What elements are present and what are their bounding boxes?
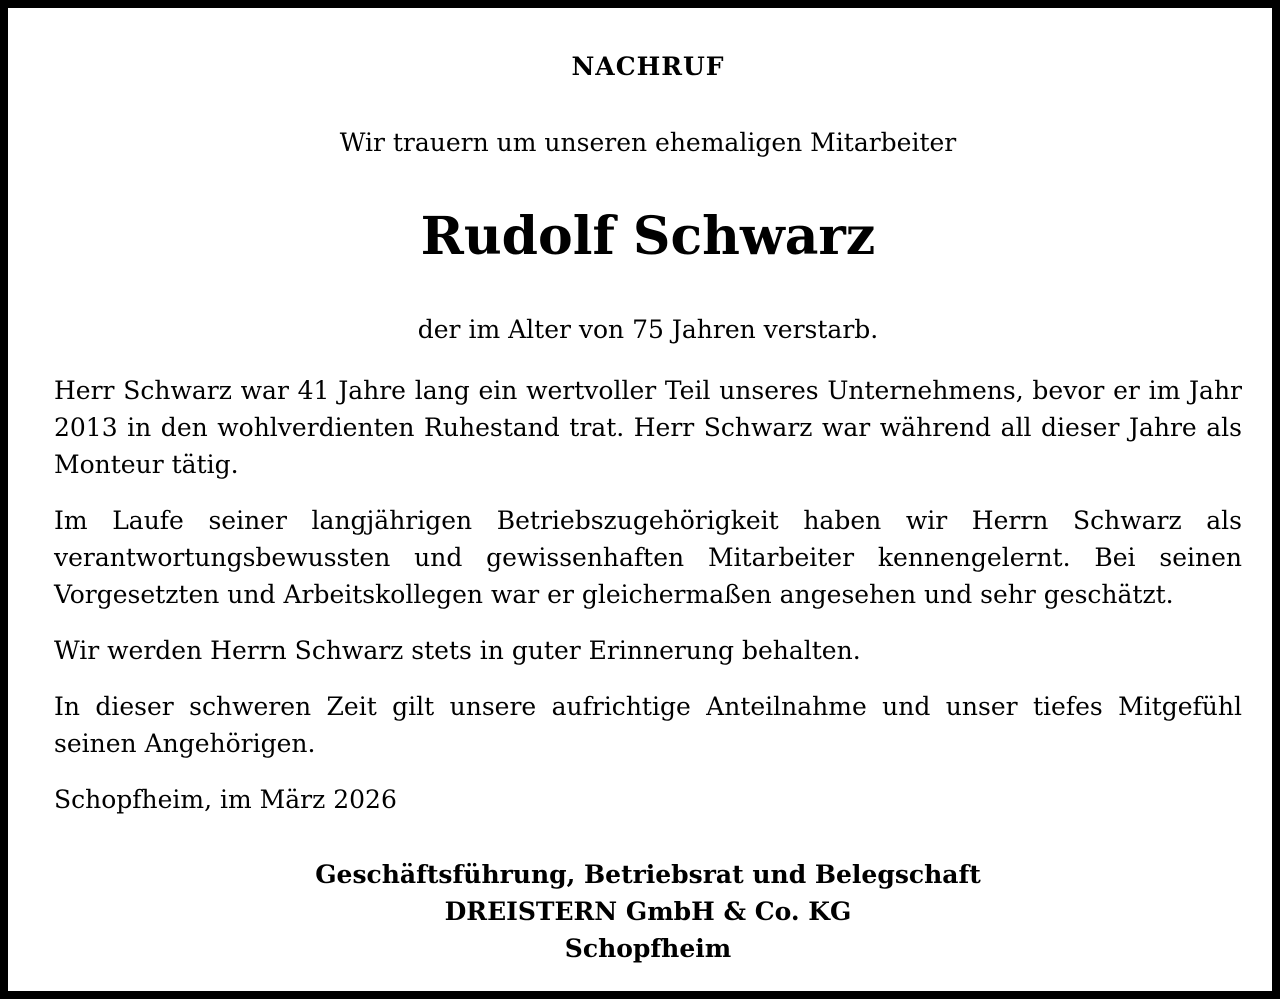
notice-heading: NACHRUF [571, 52, 725, 81]
signature-line-company: DREISTERN GmbH & Co. KG [444, 897, 852, 926]
paragraph-career: Herr Schwarz war 41 Jahre lang ein wertvoller Teil unseres Unternehmens, bevor er im Jahr 2013 in den wohlverdienten Ruhestand trat. Herr Schwarz war während all dieser Jahre als Monteur tätig. [54, 376, 1242, 479]
age-line: der im Alter von 75 Jahren verstarb. [417, 315, 879, 344]
signature-line-staff: Geschäftsführung, Betriebsrat und Belegschaft [315, 860, 981, 889]
paragraph-memory: Wir werden Herrn Schwarz stets in guter Erinnerung behalten. [54, 636, 861, 665]
signature-line-city: Schopfheim [564, 934, 732, 963]
paragraph-condolences: In dieser schweren Zeit gilt unsere aufrichtige Anteilnahme und unser tiefes Mitgefühl seinen Angehörigen. [54, 692, 1242, 758]
paragraph-character: Im Laufe seiner langjährigen Betriebszugehörigkeit haben wir Herrn Schwarz als verantwortungsbewussten und gewissenhaften Mitarbeiter kennengelernt. Bei seinen Vorgesetzten und Arbeitskollegen war er gleichermaßen angesehen und sehr geschätzt. [54, 506, 1242, 609]
deceased-name: Rudolf Schwarz [420, 206, 876, 267]
intro-line: Wir trauern um unseren ehemaligen Mitarbeiter [339, 128, 957, 157]
place-date: Schopfheim, im März 2026 [54, 785, 397, 814]
